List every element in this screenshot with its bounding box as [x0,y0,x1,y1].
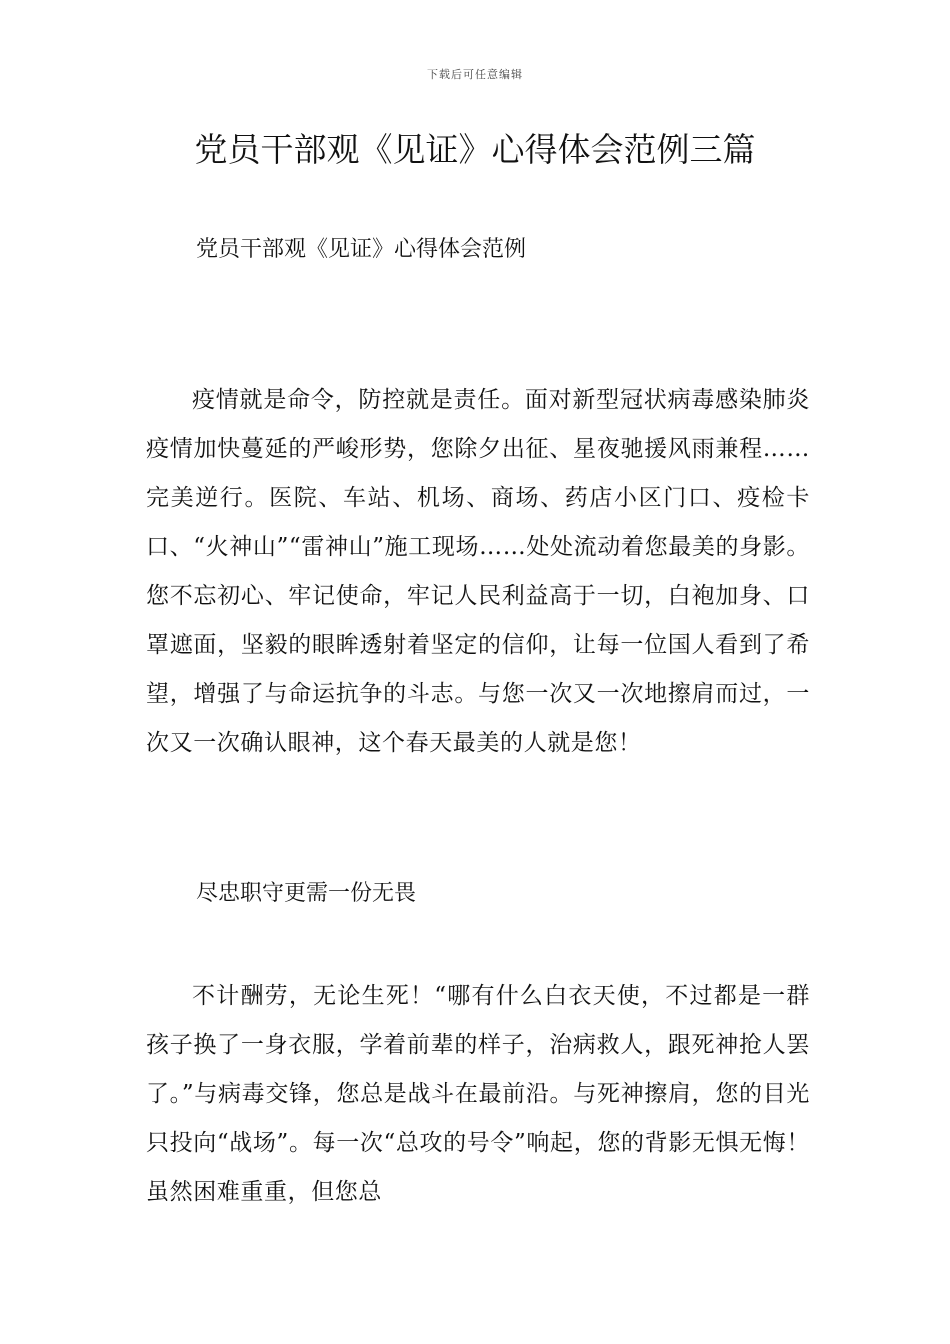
section-heading: 尽忠职守更需一份无畏 [196,881,417,906]
download-note: 下载后可任意编辑 [427,68,523,81]
document-title: 党员干部观《见证》心得体会范例三篇 [194,130,756,169]
document-subtitle: 党员干部观《见证》心得体会范例 [196,237,527,262]
body-paragraph: 疫情就是命令，防控就是责任。面对新型冠状病毒感染肺炎疫情加快蔓延的严峻形势，您除夕出征、星夜驰援风雨兼程……完美逆行。医院、车站、机场、商场、药店小区门口、疫检卡口、“火神山”“雷神山”施工现场……处处流动着您最美的身影。您不忘初心、牢记使命，牢记人民利益高于一切，白袍加身、口罩遮面，坚毅的眼眸透射着坚定的信仰，让每一位国人看到了希望，增强了与命运抗争的斗志。与您一次又一次地擦肩而过，一次又一次确认眼神，这个春天最美的人就是您！ [146,387,810,756]
body-paragraph: 不计酬劳，无论生死！“哪有什么白衣天使，不过都是一群孩子换了一身衣服，学着前辈的样子，治病救人，跟死神抢人罢了。”与病毒交锋，您总是战斗在最前沿。与死神擦肩，您的目光只投向“战场”。每一次“总攻的号令”响起，您的背影无惧无悔！虽然困难重重，但您总 [146,983,810,1205]
